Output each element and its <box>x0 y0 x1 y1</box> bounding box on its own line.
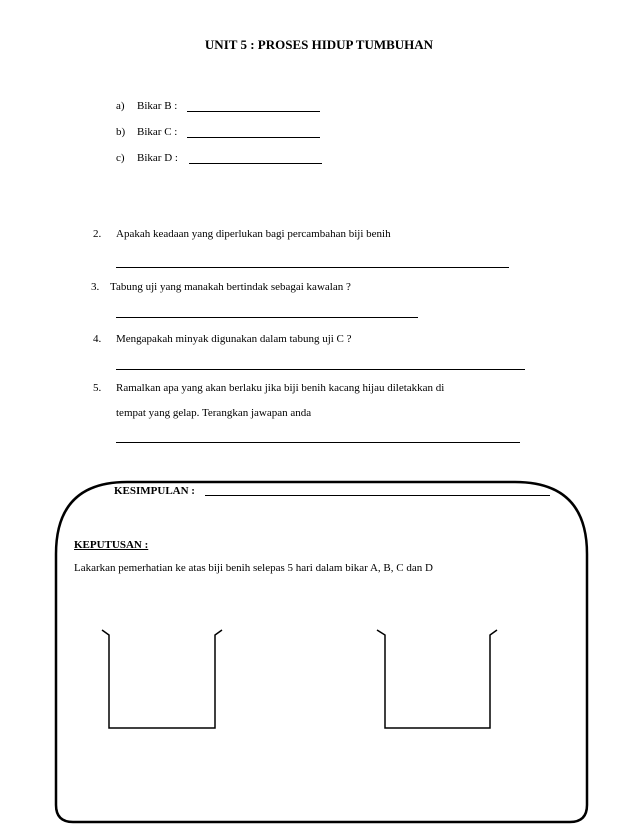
beaker-right <box>377 630 497 728</box>
beaker-b-answer-line[interactable] <box>187 111 320 112</box>
question-3-number: 3. <box>91 281 100 293</box>
decision-label: KEPUTUSAN : <box>74 539 149 551</box>
rounded-frame <box>56 482 587 822</box>
question-5-text: Ramalkan apa yang akan berlaku jika biji benih kacang hijau diletakkan di <box>116 382 445 394</box>
question-2-number: 2. <box>93 228 102 240</box>
question-4-number: 4. <box>93 333 102 345</box>
beaker-c-label: Bikar C : <box>137 126 178 138</box>
beaker-b-label: Bikar B : <box>137 100 178 112</box>
question-2-text: Apakah keadaan yang diperlukan bagi percambahan biji benih <box>116 228 391 240</box>
list-marker-c: c) <box>116 152 125 164</box>
conclusion-answer-line[interactable] <box>205 495 550 496</box>
beaker-d-answer-line[interactable] <box>189 163 322 164</box>
page-title: UNIT 5 : PROSES HIDUP TUMBUHAN <box>204 37 434 52</box>
question-2-answer-line[interactable] <box>116 267 509 268</box>
question-5-text-continued: tempat yang gelap. Terangkan jawapan anda <box>116 407 312 419</box>
beaker-d-label: Bikar D : <box>137 152 178 164</box>
list-marker-b: b) <box>116 126 126 138</box>
question-5-number: 5. <box>93 382 102 394</box>
list-marker-a: a) <box>116 100 125 112</box>
question-4-answer-line[interactable] <box>116 369 525 370</box>
beaker-left <box>102 630 222 728</box>
question-5-answer-line[interactable] <box>116 442 520 443</box>
conclusion-label: KESIMPULAN : <box>114 485 195 497</box>
question-3-answer-line[interactable] <box>116 317 418 318</box>
decision-instruction: Lakarkan pemerhatian ke atas biji benih selepas 5 hari dalam bikar A, B, C dan D <box>74 562 433 574</box>
question-4-text: Mengapakah minyak digunakan dalam tabung uji C ? <box>116 333 352 345</box>
question-3-text: Tabung uji yang manakah bertindak sebagai kawalan ? <box>110 281 351 293</box>
beaker-c-answer-line[interactable] <box>187 137 320 138</box>
